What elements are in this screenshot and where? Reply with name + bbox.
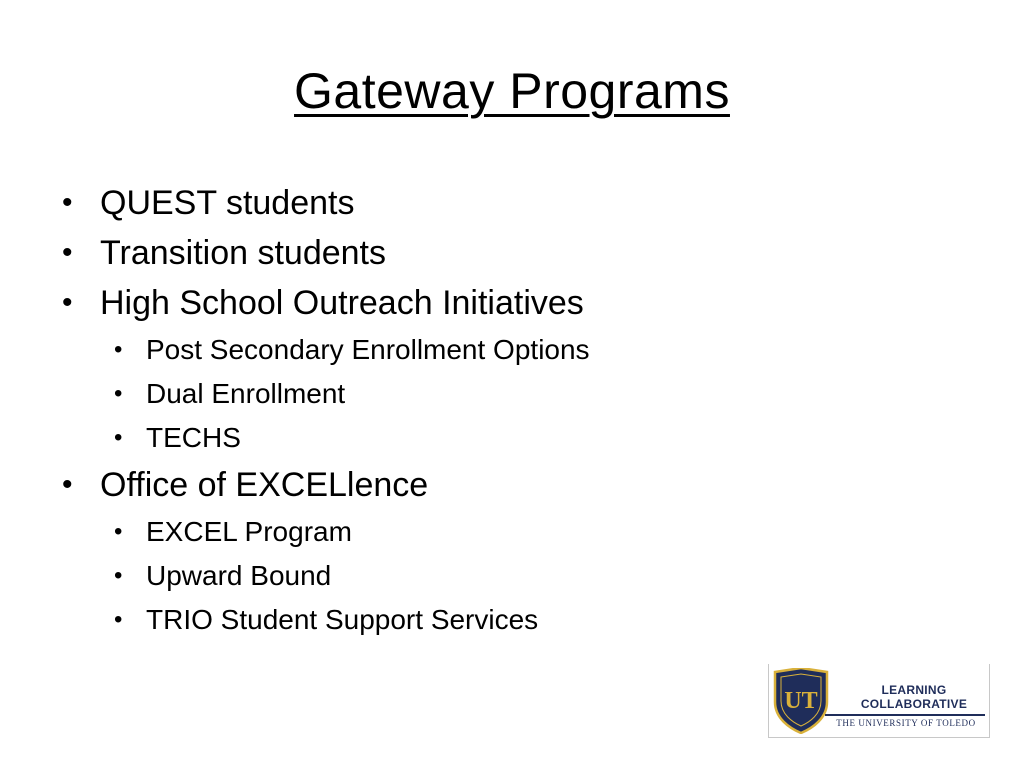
bullet-icon: • xyxy=(62,468,73,501)
sub-bullet-item xyxy=(62,416,962,460)
bullet-icon: • xyxy=(62,236,73,269)
logo-divider xyxy=(825,714,985,716)
bullet-text: High School Outreach Initiatives xyxy=(100,284,584,322)
shield-monogram: UT xyxy=(784,688,818,714)
bullet-list xyxy=(62,178,962,642)
sub-bullet-text: Dual Enrollment xyxy=(146,378,346,409)
sub-bullet-icon: • xyxy=(114,562,123,589)
bullet-item xyxy=(62,278,962,328)
sub-bullet-icon: • xyxy=(114,336,123,363)
logo-line-collaborative: COLLABORATIVE xyxy=(860,697,968,711)
bullet-icon: • xyxy=(62,286,73,319)
learning-collaborative-logo xyxy=(768,664,990,738)
sub-bullet-icon: • xyxy=(114,424,123,451)
sub-bullet-text: TECHS xyxy=(146,422,241,453)
sub-bullet-text: TRIO Student Support Services xyxy=(146,604,539,635)
slide-title xyxy=(0,58,1024,124)
bullet-icon: • xyxy=(62,186,73,219)
sub-bullet-text: Upward Bound xyxy=(146,560,332,591)
bullet-text: Office of EXCELlence xyxy=(100,466,429,504)
slide-title-text: Gateway Programs xyxy=(294,63,730,119)
ut-shield-icon xyxy=(773,668,829,734)
sub-bullet-item xyxy=(62,510,962,554)
sub-bullet-item xyxy=(62,598,962,642)
sub-bullet-item xyxy=(62,372,962,416)
bullet-text: Transition students xyxy=(100,234,386,272)
bullet-item xyxy=(62,178,962,228)
sub-bullet-text: EXCEL Program xyxy=(146,516,352,547)
bullet-item xyxy=(62,228,962,278)
sub-bullet-icon: • xyxy=(114,518,123,545)
sub-bullet-icon: • xyxy=(114,380,123,407)
bullet-item xyxy=(62,460,962,510)
sub-bullet-text: Post Secondary Enrollment Options xyxy=(146,334,590,365)
bullet-text: QUEST students xyxy=(100,184,355,222)
sub-bullet-item xyxy=(62,554,962,598)
sub-bullet-icon: • xyxy=(114,606,123,633)
logo-line-learning: LEARNING xyxy=(881,683,947,697)
sub-bullet-item xyxy=(62,328,962,372)
logo-line-university: THE UNIVERSITY OF TOLEDO xyxy=(836,718,976,728)
